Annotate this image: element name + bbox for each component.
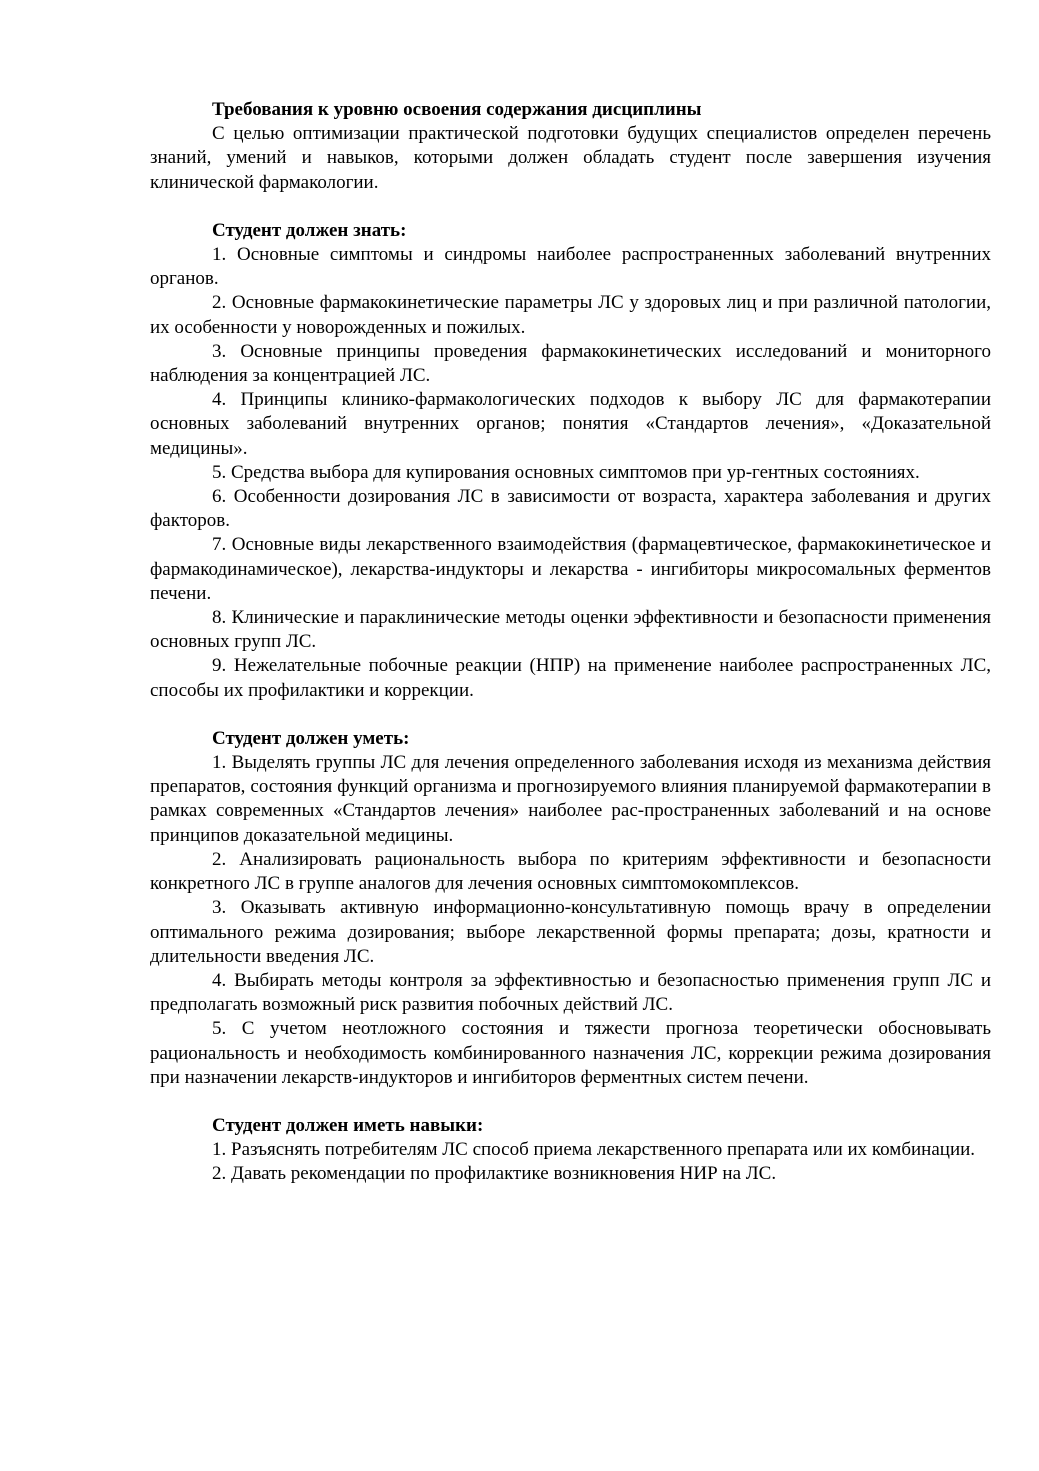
list-item: 5. С учетом неотложного состояния и тяжести прогноза теоретически обосновывать рациональность и необходимость комбинированного назначения ЛС, коррекции режима дозирования при назначении лекарств-индукторов и ингибиторов ферментных систем печени. — [150, 1018, 991, 1088]
list-item: 1. Разъяснять потребителям ЛС способ приема лекарственного препарата или их комбинации. — [212, 1139, 976, 1161]
list-item: 1. Выделять группы ЛС для лечения определенного заболевания исходя из механизма действия препаратов, состояния функций организма и прогнозируемого влияния планируемой фармакотерапии в рамках современных «Стандартов лечения» наиболее рас-пространенных заболеваний и на основе принципов доказательной медицины. — [150, 752, 991, 846]
list-item: 9. Нежелательные побочные реакции (НПР) на применение наиболее распространенных ЛС, способы их профилактики и коррекции. — [150, 655, 991, 701]
list-item: 5. Средства выбора для купирования основных симптомов при ур-гентных состояниях. — [212, 461, 920, 483]
list-item: 7. Основные виды лекарственного взаимодействия (фармацевтическое, фармакокинетическое и фармакодинамическое), лекарства-индукторы и лекарства - ингибиторы микросомальных ферментов печени. — [150, 534, 991, 604]
intro-paragraph: С целью оптимизации практической подготовки будущих специалистов определен перечень знаний, умений и навыков, которыми должен обладать студент после завершения изучения клинической фармакологии. — [150, 123, 991, 193]
list-item: 3. Основные принципы проведения фармакокинетических исследований и мониторного наблюдения за концентрацией ЛС. — [150, 340, 991, 387]
list-item: 2. Анализировать рациональность выбора по критериям эффективности и безопасности конкретного ЛС в группе аналогов для лечения основных симптомокомплексов. — [150, 848, 991, 895]
section-heading-able: Студент должен уметь: — [212, 727, 410, 749]
section-gap — [150, 703, 991, 727]
section-heading-skills: Студент должен иметь навыки: — [212, 1114, 484, 1136]
list-item: 4. Принципы клинико-фармакологических подходов к выбору ЛС для фармакотерапии основных заболеваний внутренних органов; понятия «Стандартов лечения», «Доказательной медицины». — [150, 389, 991, 459]
section-gap — [150, 1090, 991, 1114]
section-gap — [150, 195, 991, 219]
list-item: 6. Особенности дозирования ЛС в зависимости от возраста, характера заболевания и других факторов. — [150, 486, 991, 532]
section-able — [150, 727, 991, 1090]
section-heading-know: Студент должен знать: — [212, 219, 407, 241]
document-page — [150, 98, 991, 1187]
list-item: 4. Выбирать методы контроля за эффективностью и безопасностью применения групп ЛС и предполагать возможный риск развития побочных действий ЛС. — [150, 969, 991, 1016]
section-know — [150, 219, 991, 703]
section-skills — [150, 1114, 991, 1187]
list-item: 2. Давать рекомендации по профилактике возникновения НИР на ЛС. — [212, 1163, 777, 1185]
list-item: 2. Основные фармакокинетические параметры ЛС у здоровых лиц и при различной патологии, их особенности у новорожденных и пожилых. — [150, 292, 991, 338]
list-item: 3. Оказывать активную информационно-консультативную помощь врачу в определении оптимального режима дозирования; выборе лекарственной формы препарата; дозы, кратности и длительности введения ЛС. — [150, 897, 991, 967]
list-item: 1. Основные симптомы и синдромы наиболее распространенных заболеваний внутренних органов. — [150, 244, 991, 290]
document-title: Требования к уровню освоения содержания дисциплины — [212, 99, 702, 120]
list-item: 8. Клинические и параклинические методы оценки эффективности и безопасности применения основных групп ЛС. — [150, 607, 991, 653]
